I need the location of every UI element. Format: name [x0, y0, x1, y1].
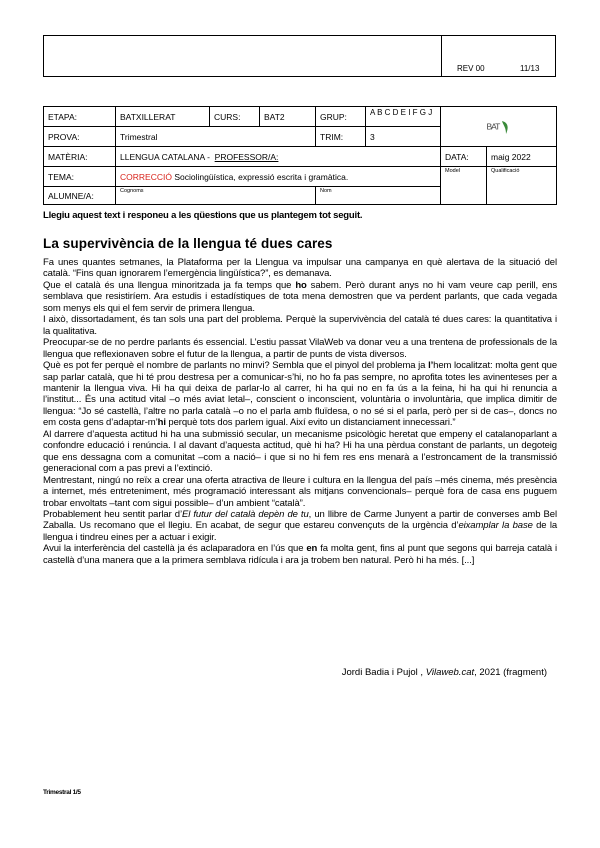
- page-number: 11/13: [520, 64, 540, 73]
- qualificacio-label: Qualificació: [487, 167, 557, 205]
- tema-label: TEMA:: [44, 167, 116, 187]
- document-header-box: [43, 35, 556, 77]
- trim-label: TRIM:: [316, 127, 366, 147]
- tema-value: Sociolingüística, expressió escrita i gramàtica.: [174, 171, 349, 182]
- italic-phrase: eixamplar la base: [458, 520, 533, 532]
- revision-label: REV 00: [457, 64, 485, 73]
- tema-cell: [116, 167, 441, 187]
- bold-l: l’: [428, 360, 434, 372]
- signature-year: , 2021 (fragment): [474, 667, 547, 678]
- revision-cell: [441, 36, 556, 76]
- instructions: Llegiu aquest text i responeu a les qüestions que us plantegem tot seguit.: [43, 210, 363, 221]
- bold-ho: ho: [295, 279, 307, 291]
- article-body: [43, 257, 557, 566]
- exam-info-table: [43, 106, 557, 205]
- model-label: Model: [441, 167, 487, 205]
- paragraph-5: Què es pot fer perquè el nombre de parlants no minvi? Sembla que el pinyol del problema ja l’hem localitzat: molta gent que sap parlar català, que hi té prou destresa per a comunicar-s’hi, no ho fa pas sempre, no aprofita totes les avinenteses per a mantenir la llengua viva. Hi ha qui deixa de parlar-lo al carrer, hi ha qui no en fa ús a la feina, hi ha qui hi renuncia a l’institut... És una actitud vital –o més aviat letal–, conscient o inconscient, voluntària o involuntària, que implica dimitir de llengua: “Jo sé castellà, l’altre no parla català –o no el parla amb fluïdesa, o no sé si el parla, però per si de cas–, doncs no em costa gens d’adaptar-m’hi perquè tots dos parlem igual. Així evito un distanciament innecessari.”: [43, 360, 557, 429]
- paragraph-2: Que el català és una llengua minoritzada ja fa temps que ho sabem. Però durant anys no hi vam veure cap perill, ens semblava que resistiríem. Ara estudis i estadístiques de tota mena demostren que va perdent parlants, que cada vegada som menys els qui el fem servir de primera llengua.: [43, 279, 557, 314]
- book-title: El futur del català depèn de tu: [182, 508, 309, 520]
- logo-text: BAT: [486, 120, 500, 131]
- grup-label: GRUP:: [316, 107, 366, 127]
- school-logo: [441, 107, 557, 147]
- data-label: DATA:: [441, 147, 487, 167]
- grup-value: A B C D E I F G J: [366, 107, 441, 127]
- correccio-tag: CORRECCIÓ: [120, 171, 172, 182]
- materia-label: MATÈRIA:: [44, 147, 116, 167]
- curs-value: BAT2: [260, 107, 316, 127]
- paragraph-3: I això, dissortadament, és tan sols una part del problema. Perquè la supervivència del català té dues cares: la quantitativa i la qualitativa.: [43, 314, 557, 337]
- prova-value: Trimestral: [116, 127, 316, 147]
- article-title: La supervivència de la llengua té dues cares: [43, 236, 333, 251]
- prova-label: PROVA:: [44, 127, 116, 147]
- paragraph-9: Avui la interferència del castellà ja és aclaparadora en l’ús que en fa molta gent, fins al punt que segons qui barreja català i castellà d’una manera que a la primera semblava ridícula i ara ja trobem ben natural. Però hi ha més. [...]: [43, 543, 557, 566]
- page-footer: Trimestral 1/5: [43, 789, 81, 796]
- trim-value: 3: [366, 127, 441, 147]
- bold-hi: hi: [157, 417, 166, 429]
- professor-label: PROFESSOR/A:: [214, 151, 279, 162]
- bold-en: en: [306, 543, 318, 555]
- paragraph-7: Mentrestant, ningú no reïx a crear una oferta atractiva de lleure i cultura en la llengua del país –més cinema, més presència a internet, més entreteniment, més programació interessant als mitjans convencionals– perquè fora de casa ens puguem trobar envoltats –tant com sigui possible– d’un ambient “català”.: [43, 474, 557, 509]
- signature: Jordi Badia i Pujol , Vilaweb.cat, 2021 (fragment): [341, 667, 547, 678]
- paragraph-6: Al darrere d’aquesta actitud hi ha una submissió secular, un mecanisme psicològic heretat que empeny el catalanoparlant a confondre educació i renúncia. I al davant d’aquesta actitud, què hi ha? Hi ha una pèrdua constant de parlants, un degoteig que ens dessagna com a comunitat –com a nació– i que si no hi fem res ens menarà a l’estroncament de la transmissió generacional com a pas previ a l’extinció.: [43, 428, 557, 475]
- cognoms-label: Cognoms: [116, 187, 316, 205]
- paragraph-8: Probablement heu sentit parlar d’El futur del català depèn de tu, un llibre de Carme Junyent a partir de converses amb Bel Zaballa. Us recomano que el llegiu. En acabat, de segur que estareu convençuts de la urgència d’eixamplar la base de la llengua i tindreu eines per a actuar i exigir.: [43, 508, 558, 543]
- etapa-label: ETAPA:: [44, 107, 116, 127]
- alumne-label: ALUMNE/A:: [44, 187, 116, 205]
- etapa-value: BATXILLERAT: [116, 107, 210, 127]
- paragraph-4: Preocupar-se de no perdre parlants és essencial. L’estiu passat VilaWeb va donar veu a una trentena de professionals de la llengua que reflexionaven sobre el futur de la llengua, a partir de punts de vista diversos.: [43, 337, 557, 360]
- nom-label: Nom: [316, 187, 441, 205]
- curs-label: CURS:: [210, 107, 260, 127]
- signature-source: Vilaweb.cat: [425, 667, 475, 678]
- data-value: maig 2022: [487, 147, 557, 167]
- materia-value: LLENGUA CATALANA -: [120, 151, 210, 162]
- signature-author: Jordi Badia i Pujol: [341, 667, 418, 678]
- paragraph-1: Fa unes quantes setmanes, la Plataforma per la Llengua va impulsar una campanya en què alertava de la situació del català. “Fins quan ignorarem l’emergència lingüística?”, es demanava.: [43, 257, 557, 280]
- materia-cell: [116, 147, 441, 167]
- leaf-icon: [501, 119, 511, 135]
